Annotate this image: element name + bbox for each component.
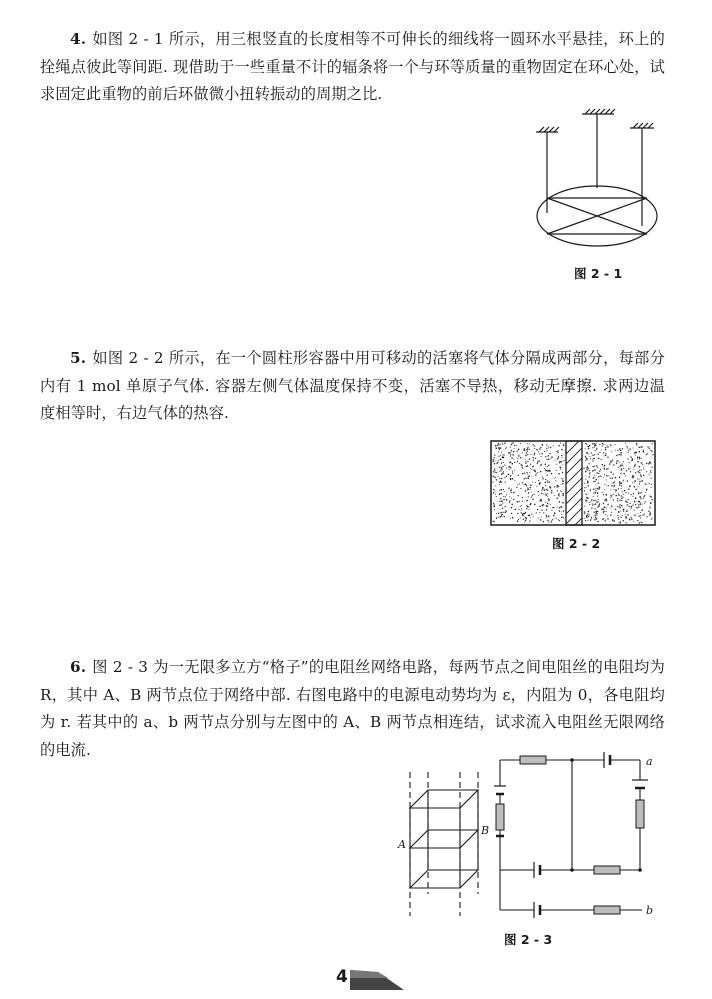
piston [566,441,582,525]
battery-top [604,752,610,768]
cylinder-wall [491,441,655,525]
resistor-right [636,800,644,828]
figure-2-3-cube-lattice [398,770,490,918]
gas-left-dots [492,442,564,522]
problem-4-number: 4. [70,30,87,48]
problem-5-text: 如图 2 - 2 所示，在一个圆柱形容器中用可移动的活塞将气体分隔成两部分，每部分内有 1 mol 单原子气体. 容器左侧气体温度保持不变，活塞不导热，移动无摩擦. 求两边温度相等时，右边气体的热容. [40,349,665,422]
problem-5-number: 5. [70,349,87,367]
figure-2-3-circuit [490,750,660,920]
resistor-left [496,804,504,830]
node-b-label: b [646,904,654,917]
page-number-tab [344,968,406,992]
problem-6-number: 6. [70,658,87,676]
junction-dot [570,758,574,762]
battery-bottom [534,902,540,918]
problem-5 [40,345,665,428]
battery-middle [534,862,540,878]
resistor-top [520,756,546,764]
battery-right [632,780,648,788]
piston-hatching [560,434,590,550]
node-a-label: a [646,755,653,768]
problem-6 [40,654,665,764]
problem-4-text: 如图 2 - 1 所示，用三根竖直的长度相等不可伸长的细线将一圆环水平悬挂，环上的拴绳点彼此等间距. 现借助于一些重量不计的辐条将一个与环等质量的重物固定在环心处，试求固定此重物的前后环做微小扭转振动的周期之比. [40,30,665,103]
node-A-label: A [398,838,406,851]
figure-2-3-caption: 图 2 - 3 [504,932,553,947]
problem-4 [40,26,665,109]
gas-right-dots [583,443,653,524]
junction-dot [638,868,642,872]
resistor-bottom [594,906,620,914]
figure-2-2-piston-cylinder [490,440,656,526]
figure-2-1-caption: 图 2 - 1 [574,266,623,281]
page-number: 4 [336,967,348,987]
figure-2-2-caption: 图 2 - 2 [552,536,601,551]
figure-2-1-ring-suspension [530,108,670,258]
junction-dot [570,868,574,872]
resistor-middle [594,866,620,874]
problem-6-text: 图 2 - 3 为一无限多立方“格子”的电阻丝网络电路，每两节点之间电阻丝的电阻均为 R，其中 A、B 两节点位于网络中部. 右图电路中的电源电动势均为 ε，内阻为 0，各电阻均为 r. 若其中的 a、b 两节点分别与左图中的 A、B 两节点相连结，试求流入电阻丝无限网络的电流. [40,658,665,759]
node-B-label: B [481,824,490,837]
